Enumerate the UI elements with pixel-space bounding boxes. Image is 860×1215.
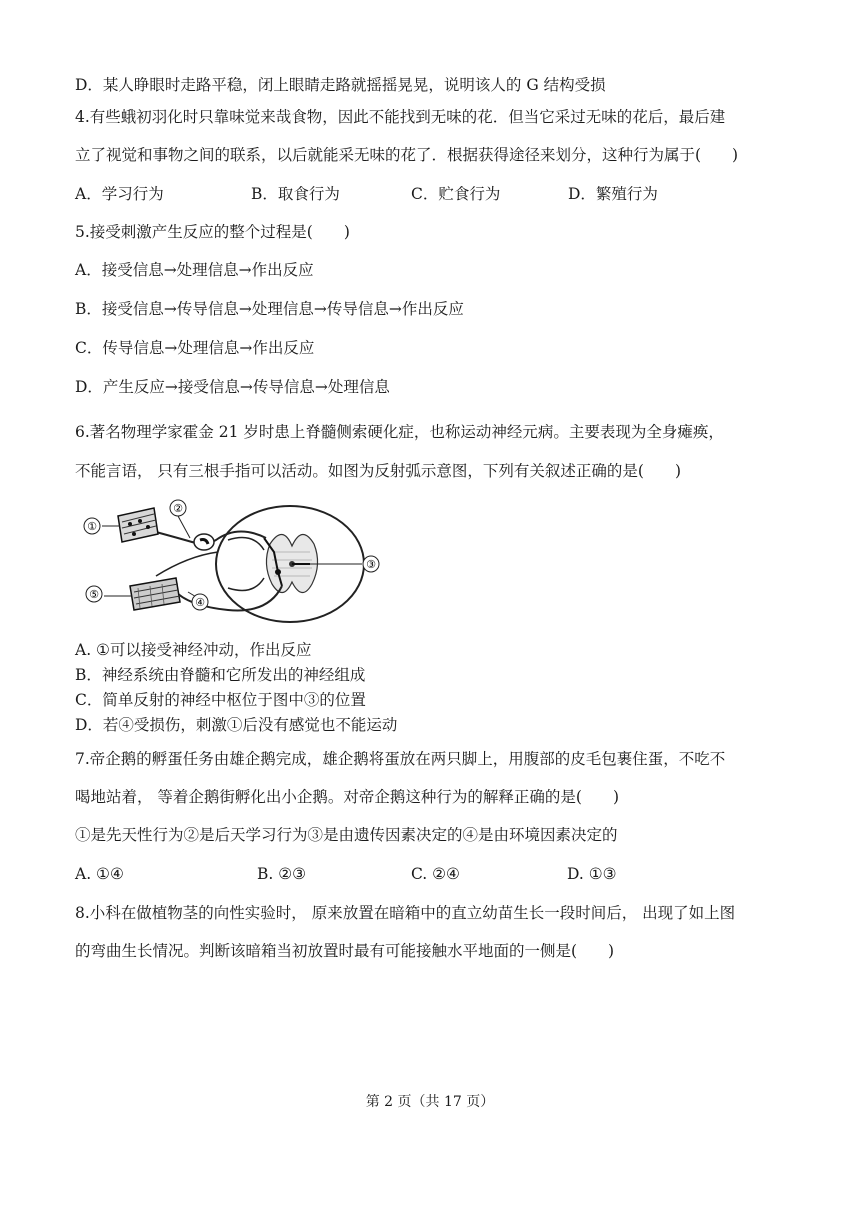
q6-option-d: D．若④受损伤，刺激①后没有感觉也不能运动 bbox=[75, 716, 398, 734]
q4-stem-line2: 立了视觉和事物之间的联系，以后就能采无味的花了．根据获得途径来划分，这种行为属于( ) bbox=[75, 146, 739, 164]
reflex-arc-figure bbox=[78, 494, 390, 626]
figure-label-2 bbox=[170, 500, 186, 516]
q7-stem-line1: 7.帝企鹅的孵蛋任务由雄企鹅完成，雄企鹅将蛋放在两只脚上，用腹部的皮毛包裹住蛋，不吃不 bbox=[75, 750, 726, 768]
q7-option-b: B. ②③ bbox=[257, 865, 307, 883]
q5-option-b: B．接受信息→传导信息→处理信息→传导信息→作出反应 bbox=[75, 300, 464, 318]
q5-option-a: A．接受信息→处理信息→作出反应 bbox=[75, 261, 314, 279]
svg-text:③: ③ bbox=[366, 558, 376, 571]
q6-option-a: A. ①可以接受神经冲动，作出反应 bbox=[75, 641, 312, 659]
q6-option-b: B．神经系统由脊髓和它所发出的神经组成 bbox=[75, 666, 366, 684]
figure-label-5 bbox=[86, 586, 102, 602]
svg-text:②: ② bbox=[173, 502, 183, 515]
q4-stem-line1: 4.有些蛾初羽化时只靠味觉来哉食物，因此不能找到无味的花．但当它采过无味的花后，最后建 bbox=[75, 108, 726, 126]
q6-stem-line2: 不能言语， 只有三根手指可以活动。如图为反射弧示意图，下列有关叙述正确的是( ) bbox=[75, 462, 682, 480]
q3-option-d: D．某人睁眼时走路平稳，闭上眼睛走路就摇摇晃晃，说明该人的 G 结构受损 bbox=[75, 76, 606, 94]
svg-text:①: ① bbox=[87, 520, 97, 533]
q8-stem-line2: 的弯曲生长情况。判断该暗箱当初放置时最有可能接触水平地面的一侧是( ) bbox=[75, 942, 615, 960]
q4-option-d: D．繁殖行为 bbox=[568, 185, 658, 203]
q8-stem-line1: 8.小科在做植物茎的向性实验时， 原来放置在暗箱中的直立幼苗生长一段时间后， 出现了如上图 bbox=[75, 904, 736, 922]
svg-text:④: ④ bbox=[195, 596, 205, 609]
page-footer: 第 2 页（共 17 页） bbox=[365, 1094, 495, 1110]
q7-stem-line2: 喝地站着， 等着企鹅街孵化出小企鹅。对帝企鹅这种行为的解释正确的是( ) bbox=[75, 788, 620, 806]
q6-option-c: C．简单反射的神经中枢位于图中③的位置 bbox=[75, 691, 366, 709]
figure-label-4 bbox=[192, 594, 208, 610]
q7-option-c: C. ②④ bbox=[411, 865, 460, 883]
q5-option-d: D．产生反应→接受信息→传导信息→处理信息 bbox=[75, 378, 390, 396]
q7-statements: ①是先天性行为②是后天学习行为③是由遗传因素决定的④是由环境因素决定的 bbox=[75, 826, 618, 844]
q5-option-c: C．传导信息→处理信息→作出反应 bbox=[75, 339, 315, 357]
q4-option-b: B．取食行为 bbox=[251, 185, 340, 203]
q7-option-d: D. ①③ bbox=[567, 865, 617, 883]
q5-stem: 5.接受刺激产生反应的整个过程是( ) bbox=[75, 223, 350, 241]
q6-stem-line1: 6.著名物理学家霍金 21 岁时患上脊髓侧索硬化症，也称运动神经元病。主要表现为全身瘫痪， bbox=[75, 423, 724, 441]
figure-label-3 bbox=[363, 556, 379, 572]
q7-option-a: A. ①④ bbox=[75, 865, 124, 883]
svg-text:⑤: ⑤ bbox=[89, 588, 99, 601]
q4-option-c: C．贮食行为 bbox=[411, 185, 501, 203]
figure-label-1 bbox=[84, 518, 100, 534]
q4-option-a: A．学习行为 bbox=[75, 185, 164, 203]
